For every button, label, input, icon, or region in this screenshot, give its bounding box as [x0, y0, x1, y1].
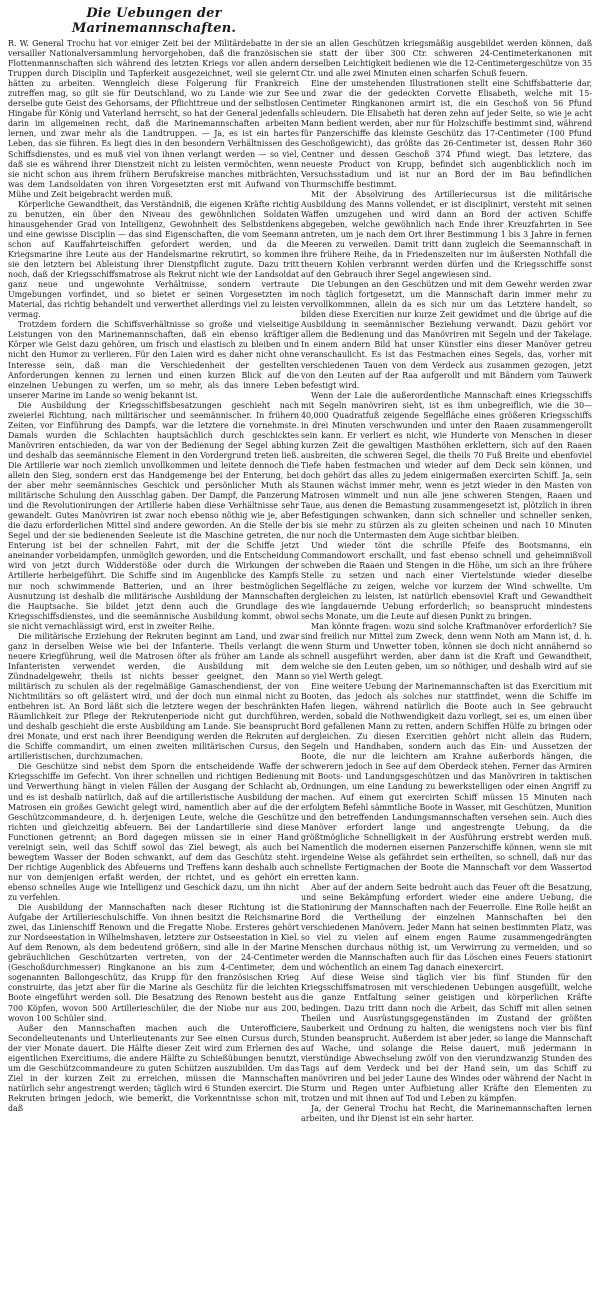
paragraph: Eine der umstehenden Illustrationen stellt eine Schiffsbatterie dar, und zwar die der gedeckten Corvette Elisabeth, welche mit 15-Centimeter Ringkanonen armirt ist, die ein Geschoß von 56 Pfund schleudern. Die Elisabeth hat deren zehn auf jeder Seite, so wie je acht Mann bedient werden, aber nur für Holzschiffe bestimmt sind, während für Panzerschiffe das kleinste Geschütz das 17-Centimeter (100 Pfund Geschoßgewicht), das größte das 26-Centimeter ist, dessen Rohr 360 Centner und dessen Geschoß 374 Pfund wiegt. Das letztere, das neueste Product von Krupp, befindet sich augenblicklich noch im Versuchsstadium und ist nur an Bord der im Bau befindlichen Thurmschiffe bestimmt.: [301, 79, 592, 189]
paragraph: Die Ausbildung der Mannschaften nach dieser Richtung ist die Aufgabe der Artillerieschulschiffe. Von ihnen besitzt die Reichsmarine zwei, das Linienschiff Renown und die Fregatte Niobe. Ersteres gehört zur Nordseestation in Wilhelmshaven, letztere zur Ostseestation in Kiel. Auf dem Renown, als dem bedeutend größern, sind alle in der Marine gebräuchlichen Geschützarten vertreten, von der 24-Centimeter (Geschoßdurchmesser) Ringkanone an bis zum 4-Centimeter, dem sogenannten Ballongeschütz, das Krupp für den französischen Krieg construirte, das jetzt aber für die Marine als Geschütz für die leichten Boote eingeführt werden soll. Die Besatzung des Renown besteht aus 700 Köpfen, wovon 500 Artillerieschüler, die der Niobe nur aus 200, wovon 100 Schüler sind.: [8, 903, 299, 1023]
paragraph: Aber auf der andern Seite bedroht auch das Feuer oft die Besatzung, und seine Bekämpfung erfordert wieder eine andere Uebung, die Stationirung der Mannschaften nach der Feuerrolle. Eine Rolle heißt an Bord die Vertheilung der einzelnen Mannschaften bei den verschiedenen Manövern. Jeder Mann hat seinen bestimmten Platz, was so viel zu vielen auf einem engen Raume zusammengedrängten Menschen durchaus nöthig ist, um Verwirrung zu vermeiden, und so werden die Mannschaften auch für das Löschen eines Feuers stationirt und wöchentlich an einem Tag danach einexercirt.: [301, 882, 592, 973]
paragraph: Die Geschütze sind nebst dem Sporn die entscheidende Waffe der Kriegsschiffe im Gefecht. Von ihrer schnellen und richtigen Bedienung und Verwerthung hängt in vielen Fällen der Ausgang der Schlacht ab, und es ist deshalb natürlich, daß auf die artilleristische Ausbildung der Matrosen ein großes Gewicht gelegt wird, namentlich aber auf die der Geschützcommandeure, d. h. derjenigen Leute, welche die Geschütze richten und gleichzeitig abfeuern. Bei der Landartillerie sind diese Functionen getrennt; an Bord dagegen müssen sie in einer Hand vereinigt sein, weil das Schiff sowol das Ziel bewegt, als auch bei bewegtem Wasser der Boden schwankt, auf dem das Geschütz steht. Der richtige Augenblick des Abfeuerns und Treffens kann deshalb auch nur von demjenigen erfaßt werden, der richtet, und es gehört ein ebenso schnelles Auge wie Intelligenz und Geschick dazu, um ihn nicht zu verfehlen.: [8, 762, 299, 902]
right-column: [301, 39, 592, 1309]
article-columns: [8, 39, 592, 1309]
paragraph: sie an allen Geschützen kriegsmäßig ausgebildet werden können, daß sie statt der über 300 Ctr. schweren 24-Centimeterkanonen mit derselben Leichtigkeit bedienen wie die 12-Centimetergeschütze von 35 Ctr. und alle zwei Minuten einen scharfen Schuß feuern.: [301, 39, 592, 79]
paragraph: Und wieder tönt die schrille Pfeife des Bootsmanns, ein Commandowort erschallt, und fast ebenso schnell und geheimnißvoll schweben die Raaen und Stengen in die Höhe, um sich an ihre frühere Stelle zu setzen und nach einer Viertelstunde wieder dieselbe Segelfläche zu zeigen, welche vor kurzem der Wind schwellte. Um dergleichen zu leisten, ist natürlich ebensoviel Kraft und Gewandtheit wie langdauernde Uebung erforderlich; so beansprucht mindestens sechs Monate, um die Leute auf diesen Punkt zu bringen.: [301, 541, 592, 621]
paragraph: Man könnte fragen: wozu sind solche Kraftmanöver erforderlich? Sie sind freilich nur Mittel zum Zweck, denn wenn Noth am Mann ist, d. h. wenn Sturm und Unwetter toben, können sie doch nicht annähernd so schnell ausgeführt werden, aber dann ist die Kraft und Gewandtheit, welche sie den Leuten geben, um so nöthiger, und deshalb wird auf sie so viel Werth gelegt.: [301, 621, 592, 681]
paragraph: R. W. General Trochu hat vor einiger Zeit bei der Militärdebatte in der versailler Nationalversammlung hervorgehoben, daß die französischen Flottenmannschaften sich während des letzten Kriegs vor allen andern Truppen durch Disciplin und Tapferkeit ausgezeichnet, weil sie gelernt hätten zu arbeiten. Wenngleich diese Folgerung für Frankreich zutreffen mag, so gilt sie für Deutschland, wo zu Lande wie zur See derselbe gute Geist des Gehorsams, der Pflichttreue und der selbstlosen Hingabe für König und Vaterland herrscht, so hat der General jedenfalls darin im allgemeinen recht, daß die Marinemannschaften arbeiten lernen, und zwar mehr als die Landtruppen. — Ja, es ist ein hartes Leben, das sie führen. Es liegt dies in den besondern Verhältnissen des Schiffsdienstes, und es muß viel von ihnen verlangt werden — so viel, daß sie es während ihrer Dienstzeit nicht zu leisten vermöchten, wenn sie nicht schon aus ihrem frühern Berufskreise manches mitbrächten, was dem Landsoldaten von ihren Vorgesetzten erst mit Aufwand von Mühe und Zeit beigebracht werden muß.: [8, 39, 299, 199]
paragraph: Die Uebungen an den Geschützen und mit dem Gewehr werden zwar noch täglich fortgesetzt, um die Mannschaft darin immer mehr zu vervollkommnen, allein da es sich nur um das Letztere handelt, so bilden diese Exercitien nur kurze Zeit gewidmet und die übrige auf die Ausbildung in seemännischer Beziehung verwandt. Dazu gehört vor allem die Bedienung und das Manövriren mit Segeln und der Takelage. In einem andern Bild hat unser Künstler eins dieser Manöver getreu veranschaulicht. Es ist das Festmachen eines Segels, das, vorher mit verschiedenen Tauen von dem Verdeck aus zusammen gezogen, jetzt von den Leuten auf der Raa aufgerollt und mit Bändern vom Tauwerk befestigt wird.: [301, 280, 592, 390]
paragraph: Mit der Absolvirung des Artilleriecursus ist die militärische Ausbildung des Manns vollendet, er ist disciplinirt, versteht mit seinen Waffen umzugehen und wird dann an Bord der activen Schiffe abgegeben, welche gewöhnlich nach Ende ihrer Kreuzfahrten in See antreten, um je nach dem Ort ihrer Bestimmung 1 bis 3 Jahre in fernen Meeren zu verweilen. Damit tritt dann zugleich die Seemannschaft in ihre frühere Reihe, da in Friedenszeiten nur im äußersten Nothfall die theuern Kohlen verbrannt werden dürfen und die Kriegsschiffe sonst auf den Gebrauch ihrer Segel angewiesen sind.: [301, 189, 592, 280]
article-title: Die Uebungen der Marinemannschaften.: [71, 6, 237, 36]
paragraph: Die Ausbildung der Kriegsschiffsbesatzungen geschieht nach zweierlei Richtung, nach militärischer und seemännischer. In frühern Zeiten, vor Einführung des Dampfs, war die letztere die vornehmste. Damals wurden die Schlachten hauptsächlich durch geschicktes Manövriren entschieden, da war von der Bedienung der Segel abhing und deshalb das seemännische Element in den Vordergrund treten ließ. Die Artillerie war noch ziemlich unvollkommen und leitete dennoch die allein den Sieg, sondern erst das Handgemenge bei der Enterung, bei der aber mehr seemännisches Geschick und persönlicher Muth als militärische Schulung den Ausschlag gaben. Der Dampf, die Panzerung und die Revolutionirungen der Artillerie haben diese Verhältnisse sehr gewandelt. Gutes Manövriren ist zwar noch ebenso nöthig wie je, aber die dazu erforderlichen Mittel sind andere geworden. An die Stelle der Segel und der sie bedienenden Seeleute ist die Maschine getreten, die Enterung ist bei der schnellen Fahrt, mit der die Schiffe jetzt aneinander vorbeidampfen, unmöglich geworden, und die Entscheidung wird von jetzt durch Widderstöße oder durch die Wirkungen der Artillerie herbeigeführt. Die Schiffe sind im Augenblicke des Kampfs nur noch schwimmende Batterien, und an ihrer bestmöglichen Ausnutzung ist deshalb die militärische Ausbildung der Mannschaften die Hauptsache. Sie bildet jetzt denn auch die Grundlage des Kriegsschiffsdienstes, und die seemännische Ausbildung kommt, obwol sie nicht vernachlässigt wird, erst in zweiter Reihe.: [8, 400, 299, 631]
paragraph: Auf diese Weise sind täglich vier bis fünf Stunden für den Kriegsschiffsmatrosen mit verschiedenen Uebungen ausgefüllt, welche die ganze Entfaltung seiner geistigen und körperlichen Kräfte bedingen. Dazu tritt dann noch die Arbeit, das Schiff mit allen seinen Theilen und Ausrüstungsgegenständen im Zustand der größten Sauberkeit und Ordnung zu halten, die wenigstens noch vier bis fünf Stunden beansprucht. Außerdem ist aber jeder, so lange die Mannschaft auf Wache, und solange die Reise dauert, muß jedermann in vierstündige Abwechselung zwölf von den vierundzwanzig Stunden des Tags auf dem Verdeck und bei der Hand sein, um das Schiff zu manövriren und bei jeder Laune des Windes oder während der Nacht in Sturm und Regen unter Aufbietung aller Kräfte den Elementen zu trotzen und mit ihnen auf Tod und Leben zu kämpfen.: [301, 973, 592, 1103]
paragraph: Wenn der Laie die außerordentliche Mannschaft eines Kriegsschiffs mit Segeln manövriren sieht, ist es ihm unbegreiflich, wie die 30—40,000 Quadratfuß zeigende Segelfläche eines größeren Kriegsschiffs in drei Minuten verschwunden und unter den Raaen zusammengerollt sein kann. Er verliert es nicht, wie Hunderte von Menschen in dieser kurzen Zeit die gewaltigen Masthöhen erklettern, sich auf den Raaen ausbreiten, die schweren Segel, die theils 70 Fuß Breite und ebenfoviel Tiefe haben festmachen und wieder auf dem Deck sein können, und doch gehört das alles zu jedem einigermaßen exercirten Schiff. Ja, sein Staunen wächst immer mehr, wenn es jetzt wieder in den Masten von Matrosen wimmelt und nun alle jene schweren Stengen, Raaen und Taue, aus denen die Bemastung zusammengesetzt ist, plötzlich in ihren Befestigungen schwanken, dann sich schneller und schneller senken, bis sie mehr zu stürzen als zu gleiten scheinen und nach 10 Minuten nur noch die Untermasten dem Auge sichtbar bleiben.: [301, 390, 592, 541]
paragraph: Eine weitere Uebung der Marinemannschaften ist das Exercitium mit Booten, das jedoch als solches nur stattfindet, wenn die Schiffe im Hafen liegen, während natürlich die Boote auch in See gebraucht werden, sobald die Nothwendigkeit dazu vorliegt, sei es, um einen über Bord gefallenen Mann zu retten, andern Schiffen Hülfe zu bringen oder dergleichen. Zu diesen Exercitien gehört nicht allein das Rudern, Segeln und Handhaben, sondern auch das Ein- und Aussetzen der Boote, die nur die leichtern am Krahne außerbords hängen, die schwerern jedoch in See auf dem Oberdeck stehen. Ferner das Armiren mit Boots- und Landungsgeschützen und das Manövriren in taktischen Ordnungen, um eine Landung zu bewerkstelligen oder einen Angriff zu machen. Auf einem gut exercirten Schiff müssen 15 Minuten nach erfolgtem Befehl sämmtliche Boote in Wasser, mit Geschützen, Munition und den betreffenden Landungsmannschaften versehen sein. Auch dies Manöver erfordert lange und angestrengte Uebung, da die größtmögliche Schnelligkeit in der Ausführung erstrebt werden muß. Namentlich die modernen eisernen Panzerschiffe können, wenn sie mit irgendeine Weise als gefährdet sein ertheilten, so schnell, daß nur das schnellste Fertigmachen der Boote die Mannschaft vor dem Wassertod erretten kann.: [301, 682, 592, 882]
paragraph: Trotzdem fordern die Schiffsverhältnisse so große und vielseitige Leistungen von den Marinemannschaften, daß ein ebenso kräftiger Körper wie Geist dazu gehören, um frisch und elastisch zu bleiben und nicht den Humor zu verlieren. Für den Laien wird es daher nicht ohne Interesse sein, daß man die Verschiedenheit der gestellten Anforderungen kennen zu lernen und einen kurzen Blick auf die einzelnen Uebungen zu werfen, um so mehr, als das innere Leben unserer Marine im Lande so wenig bekannt ist.: [8, 320, 299, 400]
paragraph: Ja, der General Trochu hat Recht, die Marinemannschaften lernen arbeiten, und ihr Dienst ist ein sehr harter.: [301, 1103, 592, 1124]
paragraph: Die militärische Erziehung der Rekruten beginnt am Land, und zwar ganz in derselben Weise wie bei der Infanterie. Theils verlangt die neuere Kriegführung, weil die Matrosen öfter als früher am Lande als Infanteristen verwendet werden, die Ausbildung mit dem Zündnadelgewehr, theils ist nichts besser geeignet, den Mann militärisch zu schulen als der regelmäßige Gamaschendienst, der von Nichtmilitärs so oft gelästert wird, und der doch nun einmal nicht zu entbehren ist. An Bord läßt sich die letztere wegen der beschränkten Räumlichkeit zur Pflege der Rekrutenperiode nicht gut durchführen, und deshalb geschieht die erste Ausbildung am Lande. Sie beansprucht drei Monate, und erst nach ihrer Beendigung werden die Rekruten auf die Schiffe commandirt, um einen zweiten militärischen Cursus, den artilleristischen, durchzumachen.: [8, 631, 299, 762]
paragraph: Körperliche Gewandtheit, das Verständniß, die eigenen Kräfte richtig zu benutzen, ein über den Niveau des gewöhnlichen Soldaten hinausgehender Grad von Intelligenz, Gewohnheit des Selbstdenkens und eine gewisse Disciplin — das sind Eigenschaften, die vom Seemann schon auf Kauffahrteischiffen gefordert werden, und da die Kriegsmarine ihre Leute aus der Handelsmarine rekrutirt, so kommen sie den letztern bei Ableistung ihrer Dienstpflicht zugute. Dazu tritt noch, daß der Kriegsschiffsmatrose als Rekrut nicht wie der Landsoldat ganz neue und ungewohnte Verhältnisse, sondern vertraute Umgebungen vorfindet, und so bietet er seinen Vorgesetzten im Material, das richtig behandelt und verwerthet allerdings viel zu leisten vermag.: [8, 199, 299, 320]
left-column: [8, 39, 299, 1309]
paragraph: Außer den Mannschaften machen auch die Unterofficiere, Secondelieutenants und Unterlieutenants zur See einen Cursus durch, der vier Monate dauert. Die Hälfte dieser Zeit wird zum Erlernen des eigentlichen Exercitiums, die andere Hälfte zu Schießübungen benutzt, um die Geschützcommandeure zu guten Schützen auszubilden. Um das Ziel in der kurzen Zeit zu erreichen, müssen die Mannschaften natürlich sehr angestrengt werden; täglich wird 6 Stunden exercirt. Die Rekruten bringen jedoch, wie bemerkt, die Vorkenntnisse schon mit, daß: [8, 1023, 299, 1113]
